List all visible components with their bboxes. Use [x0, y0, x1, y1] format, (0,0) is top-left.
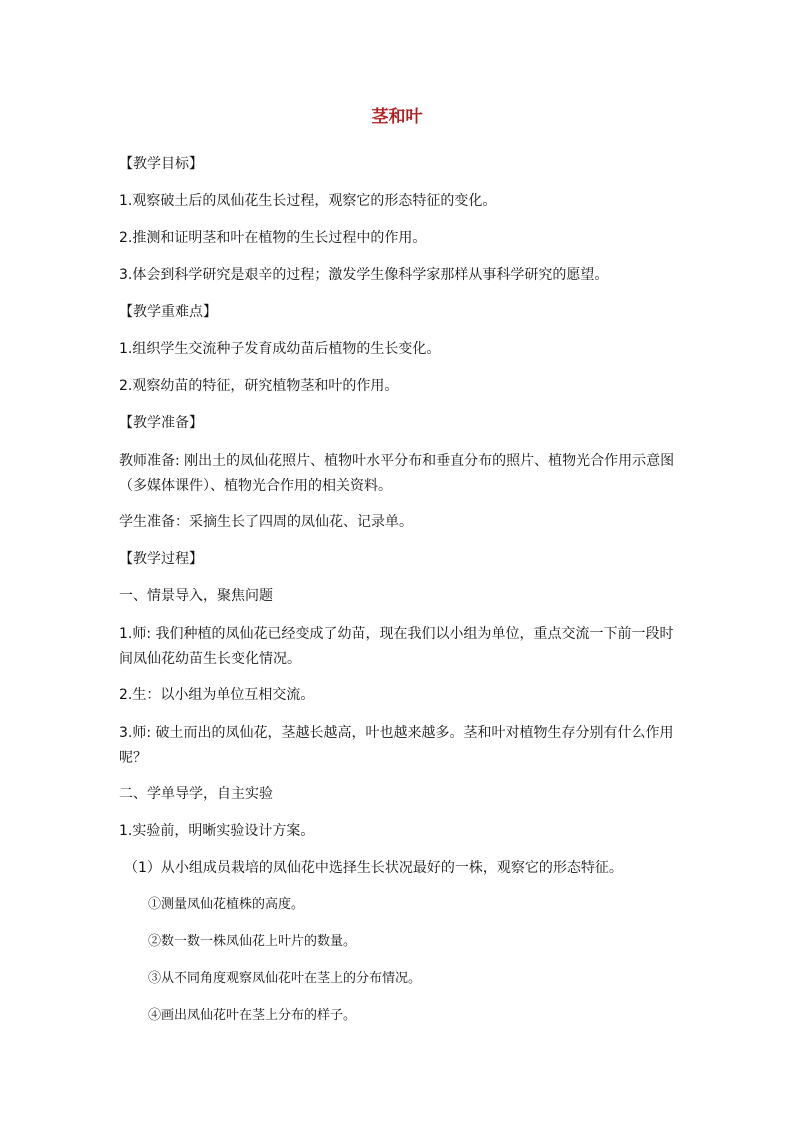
goal-item-1: 1.观察破土后的凤仙花生长过程，观察它的形态特征的变化。 [119, 193, 497, 209]
process-step-2: 2.生：以小组为单位互相交流。 [119, 687, 315, 703]
heading-teaching-goals: 【教学目标】 [119, 156, 203, 172]
section-2-title: 二、学单导学，自主实验 [119, 786, 273, 802]
heading-preparation: 【教学准备】 [119, 415, 203, 431]
key-point-2: 2.观察幼苗的特征，研究植物茎和叶的作用。 [119, 378, 399, 394]
goal-item-2: 2.推测和证明茎和叶在植物的生长过程中的作用。 [119, 230, 427, 246]
heading-process: 【教学过程】 [119, 551, 203, 567]
observation-item-1: ①测量凤仙花植株的高度。 [148, 897, 305, 912]
experiment-substep-1: （1）从小组成员栽培的凤仙花中选择生长状况最好的一株，观察它的形态特征。 [124, 860, 623, 876]
observation-item-4: ④画出凤仙花叶在茎上分布的样子。 [148, 1008, 357, 1023]
student-preparation: 学生准备：采摘生长了四周的凤仙花、记录单。 [119, 514, 413, 530]
experiment-step-1: 1.实验前，明晰实验设计方案。 [119, 823, 315, 839]
process-step-3: 3.师: 破土而出的凤仙花，茎越长越高，叶也越来越多。茎和叶对植物生存分别有什么作用呢？ [119, 725, 674, 766]
observation-item-3: ③从不同角度观察凤仙花叶在茎上的分布情况。 [148, 971, 422, 986]
goal-item-3: 3.体会到科学研究是艰辛的过程；激发学生像科学家那样从事科学研究的愿望。 [119, 267, 609, 283]
document-title: 茎和叶 [371, 107, 423, 127]
heading-key-points: 【教学重难点】 [119, 304, 217, 320]
observation-item-2: ②数一数一株凤仙花上叶片的数量。 [148, 934, 357, 949]
key-point-1: 1.组织学生交流种子发育成幼苗后植物的生长变化。 [119, 341, 441, 357]
teacher-preparation: 教师准备: 刚出土的凤仙花照片、植物叶水平分布和垂直分布的照片、植物光合作用示意图（多媒体课件）、植物光合作用的相关资料。 [119, 453, 675, 494]
section-1-title: 一、情景导入，聚焦问题 [119, 588, 273, 604]
process-step-1: 1.师: 我们种植的凤仙花已经变成了幼苗，现在我们以小组为单位，重点交流一下前一段时间凤仙花幼苗生长变化情况。 [119, 626, 674, 667]
